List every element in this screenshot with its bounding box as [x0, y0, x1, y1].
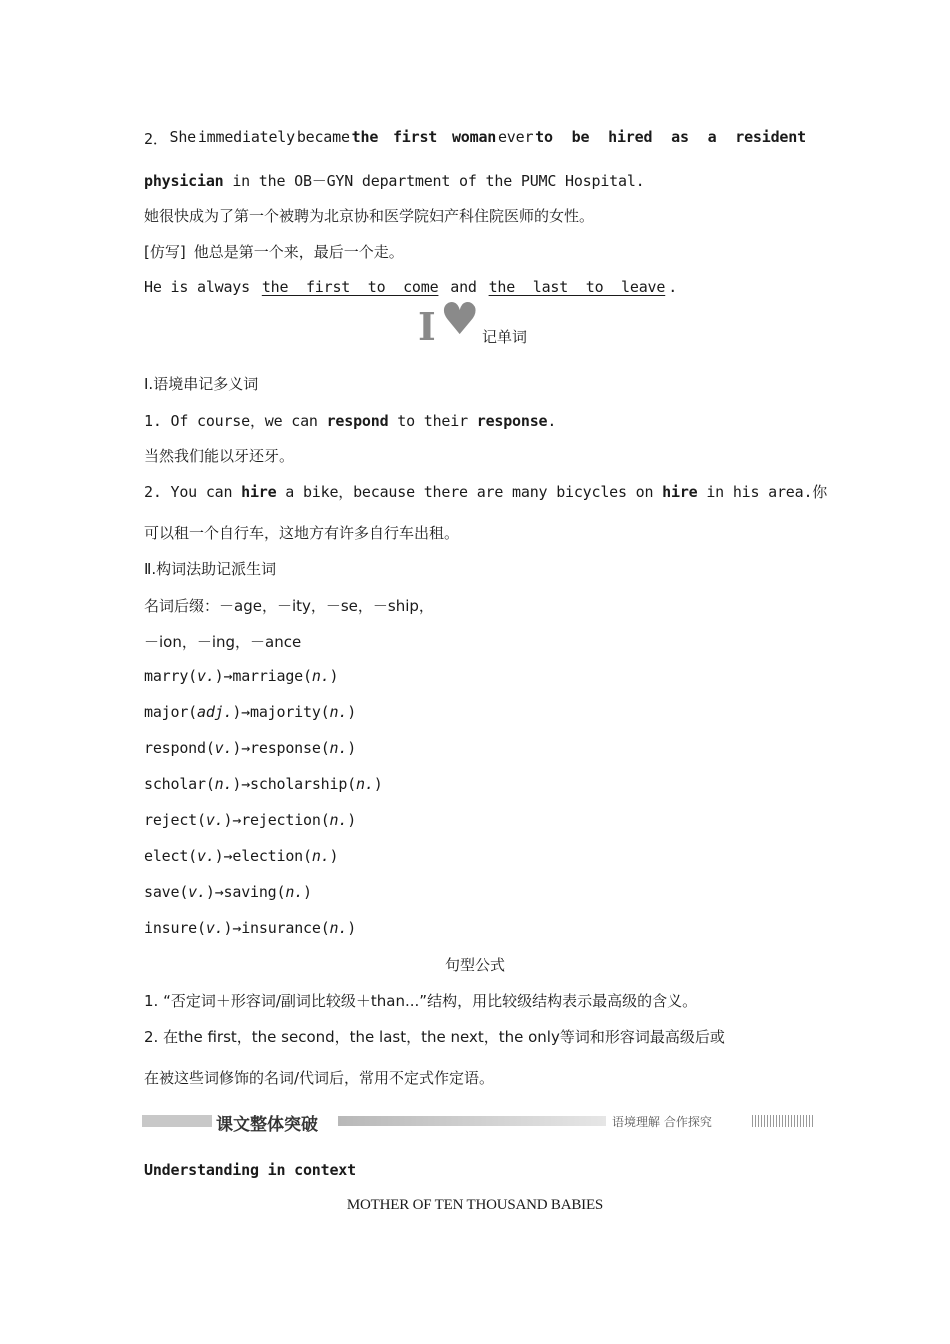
section-1-item-1 — [144, 410, 556, 431]
banner-bar — [338, 1116, 606, 1126]
pos-label: n. — [329, 811, 348, 829]
formula-item-2-line-1: 2. 在the first，the second，the last，the next，the only等词和形容词最高级后或 — [144, 1028, 725, 1046]
derived-word: marriage — [232, 667, 304, 685]
section-1-item-1-translation: 当然我们能以牙还牙。 — [144, 447, 295, 465]
answer-text: He is always — [144, 278, 259, 296]
vocab-header — [418, 294, 558, 349]
pos-label: v. — [197, 847, 215, 865]
pos-label: n. — [311, 847, 330, 865]
item-text: 1. Of course，we can — [144, 412, 327, 430]
section-banner — [142, 1110, 814, 1135]
pos-label: n. — [311, 667, 330, 685]
imitate-text: 他总是第一个来，最后一个走。 — [193, 243, 404, 261]
pos-label: v. — [205, 919, 224, 937]
base-word: scholar — [144, 775, 206, 793]
pos-label: n. — [285, 883, 304, 901]
suffix-line-1: 名词后缀：－age，－ity，－se，－ship， — [144, 597, 434, 615]
suffix-line-2: －ion，－ing，－ance — [144, 633, 302, 651]
pos-label: n. — [329, 703, 348, 721]
item-text: 2. You can — [144, 483, 242, 501]
pos-label: v. — [205, 811, 224, 829]
bold-phrase: to be hired as a resident — [535, 128, 806, 146]
derivation-row: marry(v.)→marriage(n.) — [144, 667, 339, 685]
derivation-row: insure(v.)→insurance(n.) — [144, 919, 357, 937]
pos-label: n. — [214, 775, 233, 793]
derivation-row: scholar(n.)→scholarship(n.) — [144, 775, 383, 793]
imitate-answer — [144, 278, 677, 296]
bold-word: hire — [241, 483, 277, 501]
banner-hatch — [752, 1115, 814, 1127]
base-word: respond — [144, 739, 206, 757]
bold-phrase: the first woman — [351, 128, 497, 146]
base-word: major — [144, 703, 189, 721]
article-title: MOTHER OF TEN THOUSAND BABIES — [346, 1197, 604, 1213]
item-text: a bike，because there are many bicycles on — [276, 483, 663, 501]
base-word: marry — [144, 667, 189, 685]
banner-bar — [142, 1115, 212, 1127]
derived-word: insurance — [241, 919, 321, 937]
item-text: to their — [388, 412, 477, 430]
imitate-prompt — [144, 241, 404, 262]
derivation-row: elect(v.)→election(n.) — [144, 847, 339, 865]
derivation-row: respond(v.)→response(n.) — [144, 739, 357, 757]
arrow-icon: → — [214, 883, 224, 901]
pos-label: adj. — [197, 703, 233, 721]
item-number: 2． — [144, 130, 168, 148]
section-1-item-2 — [144, 481, 827, 502]
section-1-item-2-line-2: 可以租一个自行车，这地方有许多自行车出租。 — [144, 524, 460, 542]
pos-label: n. — [356, 775, 374, 793]
base-word: reject — [144, 811, 197, 829]
arrow-icon: → — [223, 847, 233, 865]
arrow-icon: → — [241, 739, 251, 757]
word: became — [296, 128, 350, 146]
vocab-logo-letter: I — [418, 304, 436, 349]
answer-text: . — [668, 278, 678, 296]
formula-item-2-line-2: 在被这些词修饰的名词/代词后，常用不定式作定语。 — [144, 1069, 495, 1087]
heart-icon: ♥ — [440, 294, 480, 345]
base-word: insure — [144, 919, 197, 937]
section-2-heading: Ⅱ.构词法助记派生词 — [144, 560, 277, 578]
derived-word: response — [250, 739, 321, 757]
banner-subtitle: 语境理解 合作探究 — [612, 1115, 712, 1129]
banner-title: 课文整体突破 — [216, 1115, 318, 1135]
pos-label: v. — [214, 739, 233, 757]
base-word: elect — [144, 847, 189, 865]
item-text: in his area.你 — [697, 483, 828, 501]
derivation-row: reject(v.)→rejection(n.) — [144, 811, 357, 829]
pos-label: n. — [329, 739, 348, 757]
sentence-2-line-1 — [144, 128, 806, 149]
formula-item-1: 1. “否定词＋形容词/副词比较级＋than...”结构，用比较级结构表示最高级的含义。 — [144, 992, 698, 1010]
context-heading: Understanding in context — [144, 1161, 356, 1179]
pos-label: v. — [188, 883, 206, 901]
word: ever — [497, 128, 534, 146]
derived-word: majority — [250, 703, 321, 721]
derivation-row: major(adj.)→majority(n.) — [144, 703, 357, 721]
arrow-icon: → — [241, 703, 251, 721]
answer-text: and — [441, 278, 486, 296]
pos-label: n. — [329, 919, 348, 937]
sentence-2-translation: 她很快成为了第一个被聘为北京协和医学院妇产科住院医师的女性。 — [144, 207, 595, 225]
answer-blank: the last to leave — [488, 278, 666, 296]
arrow-icon: → — [232, 811, 242, 829]
vocab-title: 记单词 — [482, 328, 528, 346]
word: immediately — [197, 128, 295, 146]
derived-word: election — [232, 847, 304, 865]
base-word: save — [144, 883, 180, 901]
bold-word: physician — [144, 172, 224, 190]
sentence-text: in the OB－GYN department of the PUMC Hospital. — [223, 172, 645, 190]
derived-word: saving — [223, 883, 277, 901]
bold-word: response — [476, 412, 548, 430]
section-1-heading: Ⅰ.语境串记多义词 — [144, 375, 259, 393]
bold-word: respond — [326, 412, 389, 430]
word: She — [169, 128, 196, 146]
derivation-row: save(v.)→saving(n.) — [144, 883, 312, 901]
formula-title: 句型公式 — [444, 956, 505, 974]
bold-word: hire — [662, 483, 698, 501]
item-text: . — [547, 412, 557, 430]
arrow-icon: → — [232, 919, 242, 937]
arrow-icon: → — [241, 775, 251, 793]
derived-word: rejection — [241, 811, 321, 829]
imitate-label: [仿写] — [144, 243, 186, 261]
arrow-icon: → — [223, 667, 233, 685]
pos-label: v. — [197, 667, 215, 685]
answer-blank: the first to come — [261, 278, 439, 296]
sentence-2-line-2 — [144, 170, 645, 191]
derived-word: scholarship — [250, 775, 348, 793]
